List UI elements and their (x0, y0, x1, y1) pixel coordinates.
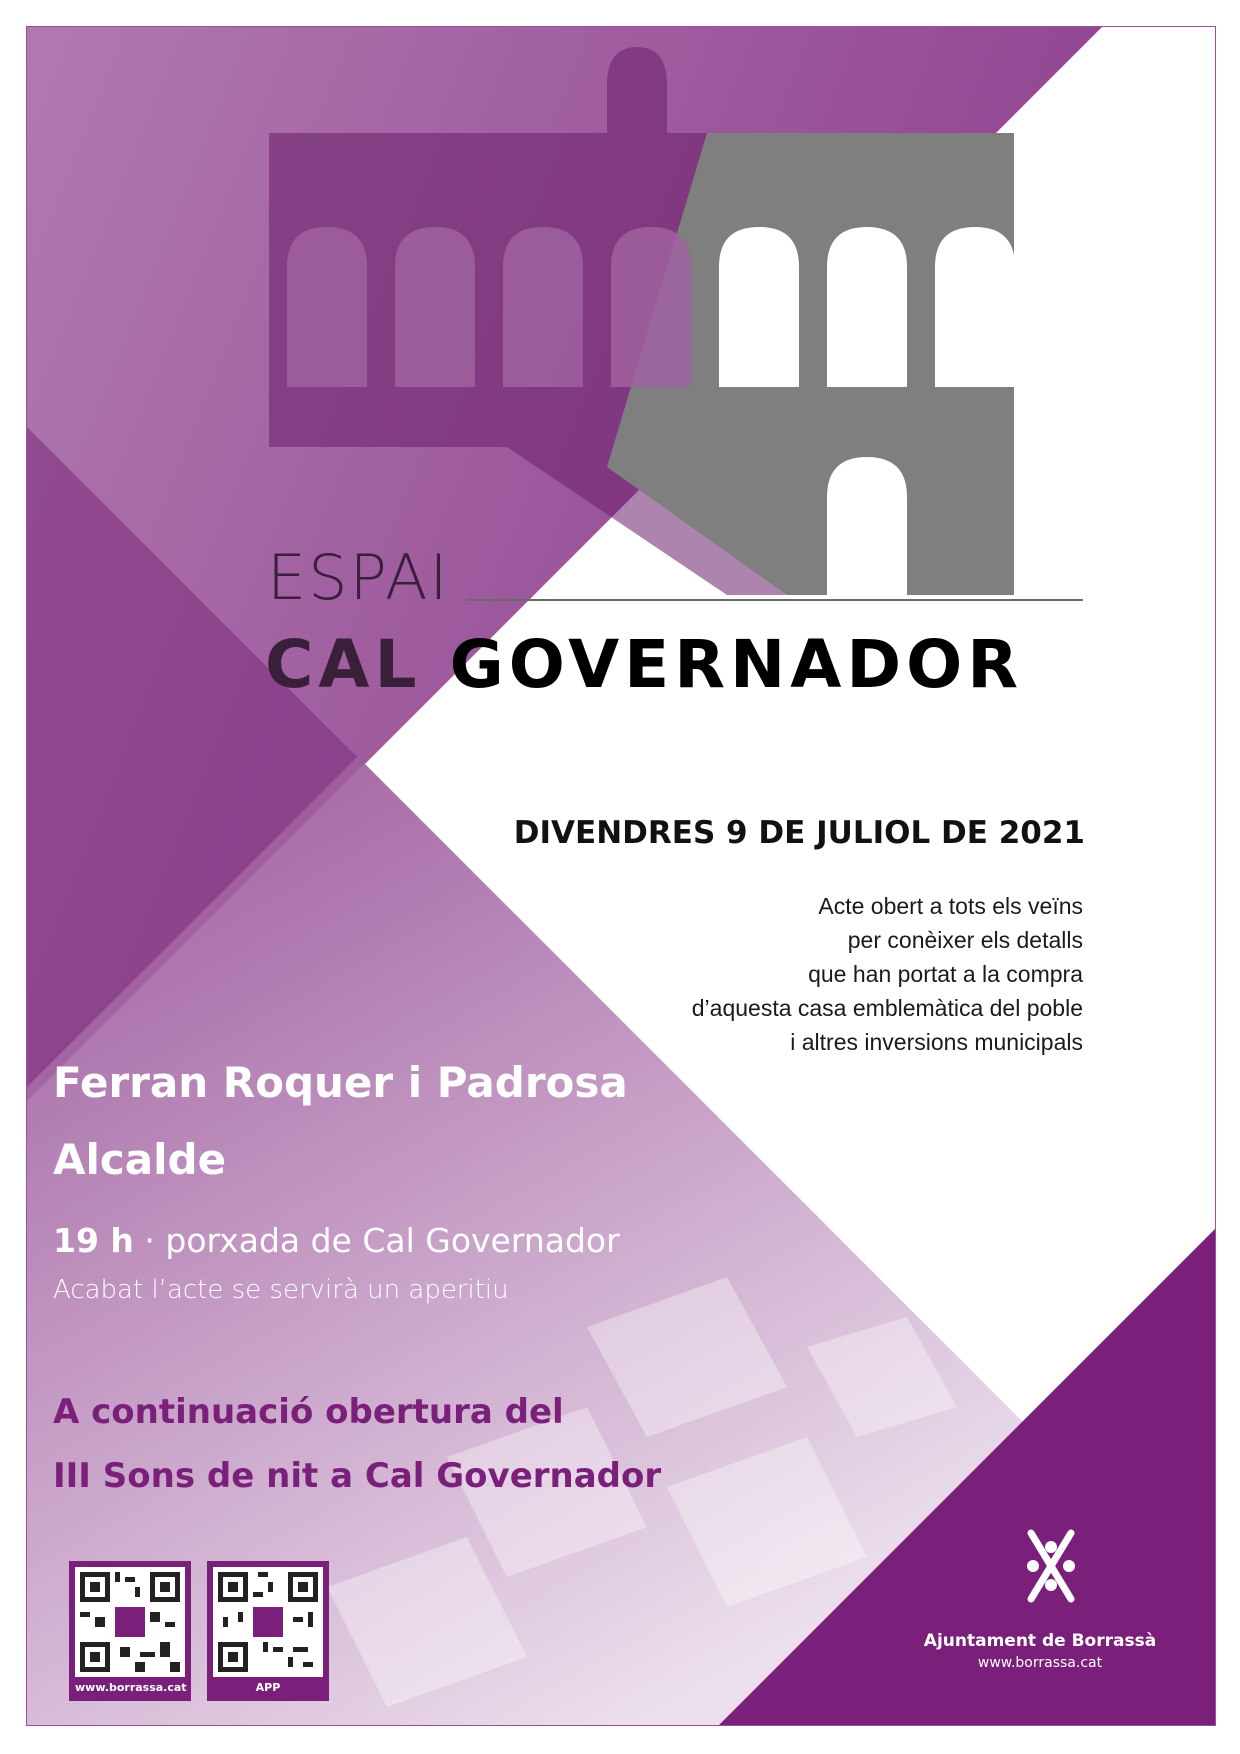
description-line: Acte obert a tots els veïns (818, 893, 1083, 919)
event-place: · porxada de Cal Governador (133, 1221, 620, 1260)
description-line: i altres inversions municipals (790, 1029, 1083, 1055)
title-divider (467, 599, 1083, 601)
page-title (265, 626, 1024, 703)
speaker-role: Alcalde (53, 1135, 227, 1184)
ajuntament-logo-icon (1011, 1521, 1091, 1611)
title-part1: CAL (265, 626, 422, 703)
time-place (53, 1221, 620, 1260)
speaker-name: Ferran Roquer i Padrosa (53, 1058, 628, 1107)
qr-code-icon (75, 1567, 185, 1677)
qr-web-caption: www.borrassa.cat (75, 1681, 187, 1694)
qr-app-caption: APP (255, 1681, 281, 1694)
aperitiu-note: Acabat l’acte se servirà un aperitiu (53, 1275, 509, 1305)
title-part2: GOVERNADOR (449, 626, 1024, 703)
continuation-line-1: A continuació obertura del (53, 1392, 564, 1432)
event-date: DIVENDRES 9 DE JULIOL DE 2021 (513, 815, 1085, 851)
qr-code-icon (213, 1567, 323, 1677)
continuation-line-2: III Sons de nit a Cal Governador (53, 1456, 662, 1496)
qr-code-app[interactable] (207, 1561, 329, 1701)
description-line: que han portat a la compra (808, 961, 1083, 987)
event-time: 19 h (53, 1221, 134, 1260)
event-description (692, 889, 1083, 1059)
espai-label: ESPAI (267, 541, 450, 614)
poster (26, 26, 1216, 1726)
description-line: d’aquesta casa emblemàtica del poble (691, 995, 1083, 1021)
qr-code-web[interactable] (69, 1561, 191, 1701)
organization-website[interactable]: www.borrassa.cat (977, 1655, 1103, 1671)
description-line: per conèixer els detalls (847, 927, 1083, 953)
organization-name: Ajuntament de Borrassà (923, 1631, 1157, 1651)
